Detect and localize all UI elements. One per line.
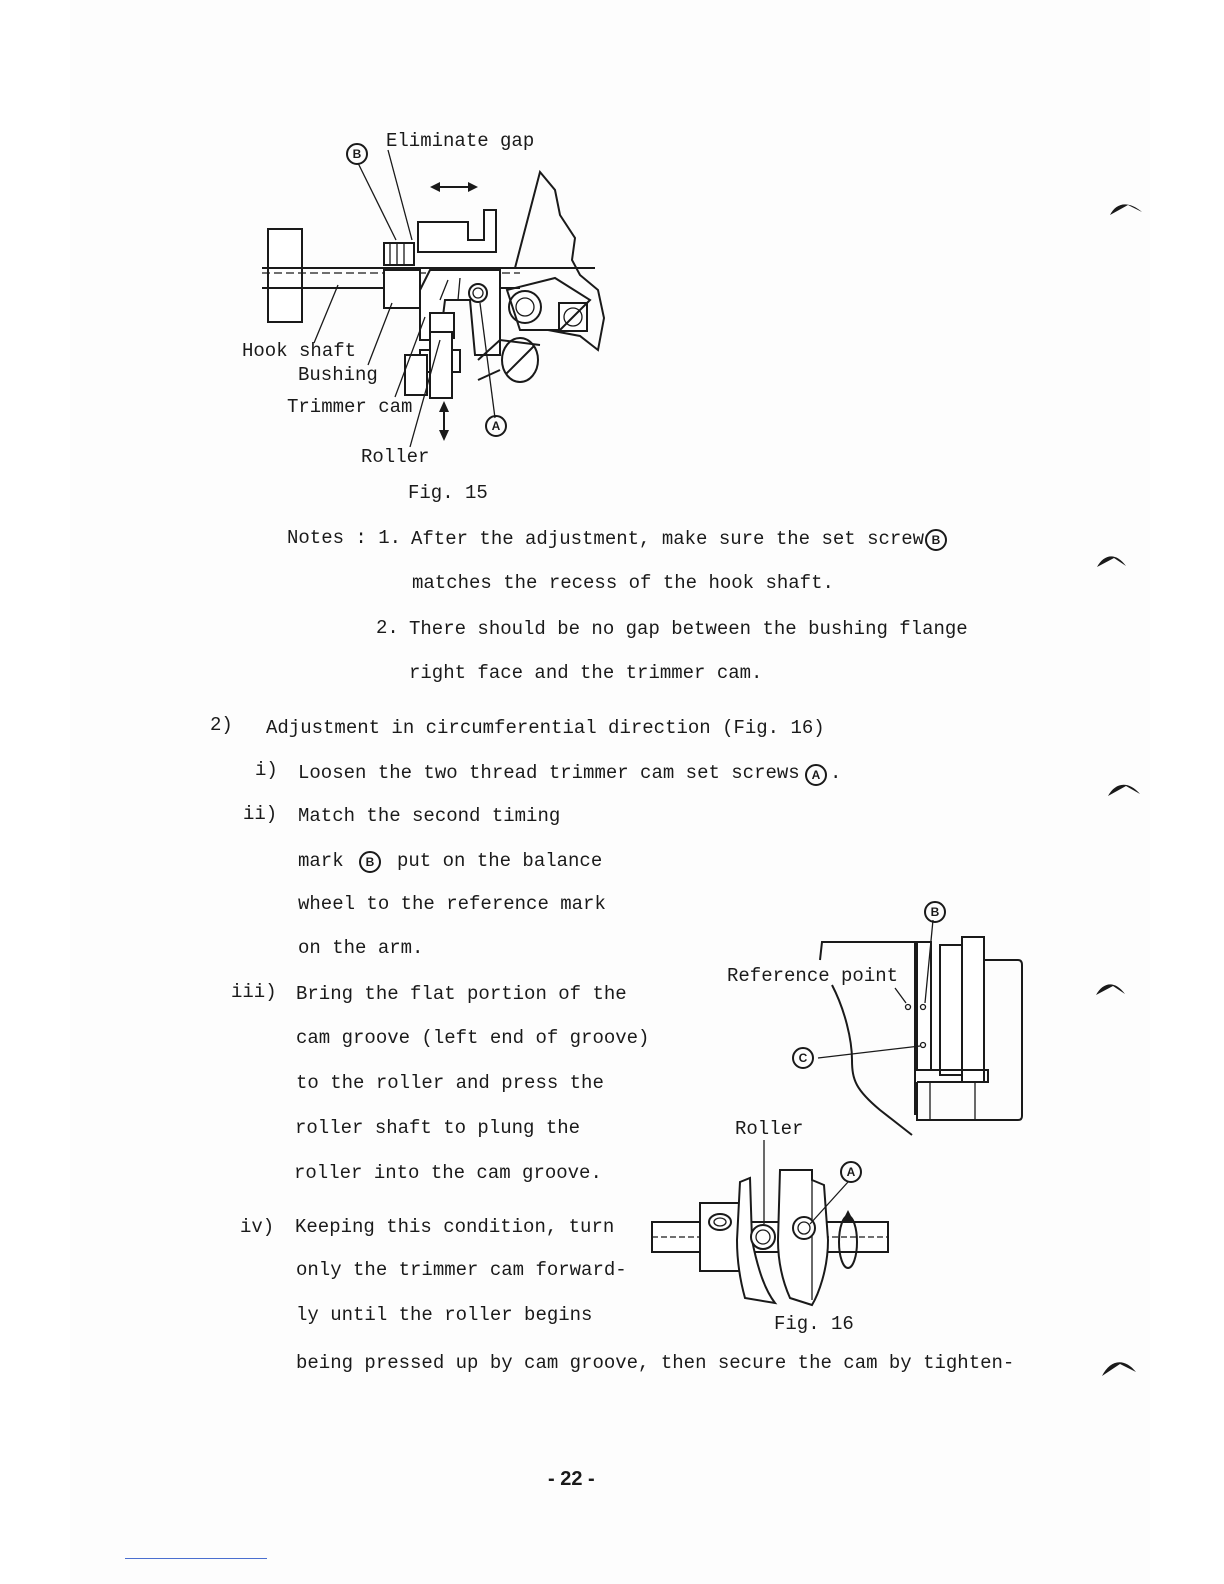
step-iii-line5: roller into the cam groove. bbox=[294, 1162, 602, 1184]
fig15-label-hook-shaft: Hook shaft bbox=[242, 340, 357, 362]
notes-intro: Notes : 1. bbox=[287, 527, 402, 549]
fig16-marker-b: B bbox=[924, 901, 946, 923]
step-ii-line1: Match the second timing bbox=[298, 805, 561, 827]
step-ii-line2b: put on the balance bbox=[397, 850, 603, 872]
step-iii-line1: Bring the flat portion of the bbox=[296, 983, 627, 1005]
step-i-num: i) bbox=[255, 759, 278, 781]
step-i-line: Loosen the two thread trimmer cam set screws bbox=[298, 762, 800, 784]
step-iii-line3: to the roller and press the bbox=[296, 1072, 604, 1094]
note2-num: 2. bbox=[376, 617, 399, 639]
fig16-label-reference-point: Reference point bbox=[727, 965, 899, 987]
section2-continuation: being pressed up by cam groove, then secure the cam by tighten- bbox=[296, 1352, 1015, 1374]
page-number: - 22 - bbox=[548, 1468, 595, 1490]
step-iv-line1: Keeping this condition, turn bbox=[295, 1216, 615, 1238]
step-i-period: . bbox=[830, 762, 842, 784]
fig15-label-eliminate-gap: Eliminate gap bbox=[386, 130, 535, 152]
step-iii-num: iii) bbox=[231, 981, 277, 1003]
fig16-caption: Fig. 16 bbox=[774, 1313, 854, 1335]
fig15-marker-b: B bbox=[346, 143, 368, 165]
step-iii-line2: cam groove (left end of groove) bbox=[296, 1027, 650, 1049]
fig15-marker-a: A bbox=[485, 415, 507, 437]
note2-line1: There should be no gap between the bushing flange bbox=[409, 618, 968, 640]
fig15-label-roller: Roller bbox=[361, 446, 430, 468]
bottom-rule bbox=[125, 1558, 267, 1559]
step-iv-line3: ly until the roller begins bbox=[296, 1304, 593, 1326]
step-ii-line2a: mark bbox=[298, 850, 344, 872]
step-iv-num: iv) bbox=[240, 1216, 275, 1238]
fig15-caption: Fig. 15 bbox=[408, 482, 488, 504]
step-ii-line4: on the arm. bbox=[298, 937, 424, 959]
step-ii-marker-b: B bbox=[359, 851, 381, 873]
fig15-label-trimmer-cam: Trimmer cam bbox=[287, 396, 413, 418]
fig16-label-roller: Roller bbox=[735, 1118, 804, 1140]
fig15-label-bushing: Bushing bbox=[298, 364, 378, 386]
section2-num: 2) bbox=[210, 714, 233, 736]
fig16-marker-a: A bbox=[840, 1161, 862, 1183]
note1-line2: matches the recess of the hook shaft. bbox=[412, 572, 834, 594]
note2-line2: right face and the trimmer cam. bbox=[409, 662, 763, 684]
fig16-marker-c: C bbox=[792, 1047, 814, 1069]
note1-line1: After the adjustment, make sure the set screw bbox=[411, 528, 925, 550]
step-i-marker-a: A bbox=[805, 764, 827, 786]
step-ii-num: ii) bbox=[243, 803, 278, 825]
section2-heading: Adjustment in circumferential direction (Fig. 16) bbox=[266, 717, 825, 739]
step-ii-line3: wheel to the reference mark bbox=[298, 893, 606, 915]
note1-marker-b: B bbox=[925, 529, 947, 551]
step-iv-line2: only the trimmer cam forward- bbox=[296, 1259, 627, 1281]
step-iii-line4: roller shaft to plung the bbox=[295, 1117, 581, 1139]
